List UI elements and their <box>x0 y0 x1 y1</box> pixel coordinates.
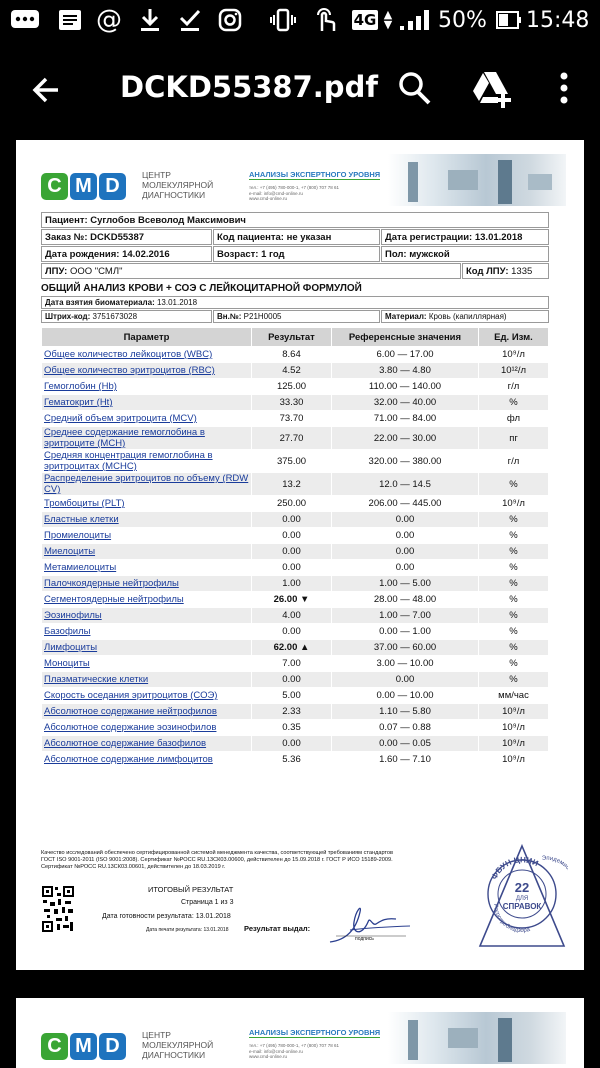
reference-range: 0.00 — 1.00 <box>332 624 479 640</box>
back-button[interactable] <box>28 70 68 110</box>
result-value: 4.52 <box>252 363 332 379</box>
stamp-number: 22 <box>514 880 530 895</box>
patient-name-row: Пациент: Суглобов Всеволод Максимович <box>41 212 549 228</box>
final-result-title: ИТОГОВЫЙ РЕЗУЛЬТАТ <box>148 885 234 894</box>
unit: % <box>479 624 549 640</box>
unit: % <box>479 395 549 411</box>
unit: % <box>479 656 549 672</box>
reference-range: 3.00 — 10.00 <box>332 656 479 672</box>
signature <box>326 900 416 950</box>
reference-range: 28.00 — 48.00 <box>332 592 479 608</box>
result-value: 27.70 <box>252 427 332 450</box>
message-icon <box>56 7 84 33</box>
internal-number: Вн.№: P21H0005 <box>213 310 380 323</box>
chat-icon <box>8 7 42 33</box>
unit: 10¹²/л <box>479 363 549 379</box>
result-value: 0.00 <box>252 560 332 576</box>
parameter-link[interactable]: Гемоглобин (Hb) <box>42 379 252 395</box>
result-value: 0.00 <box>252 512 332 528</box>
touch-icon <box>310 7 340 33</box>
search-icon <box>394 68 436 110</box>
unit: пг <box>479 427 549 450</box>
pdf-page-2 <box>16 998 584 1068</box>
more-vert-icon <box>552 68 576 110</box>
download-done-icon <box>176 7 204 33</box>
logo-caption-2: ЦЕНТР МОЛЕКУЛЯРНОЙ ДИАГНОСТИКИ <box>142 1030 214 1060</box>
table-row <box>42 544 549 560</box>
unit: % <box>479 592 549 608</box>
stamp-right-text: Эпидеми <box>541 855 568 869</box>
table-row <box>42 395 549 411</box>
table-row <box>42 576 549 592</box>
table-row <box>42 473 549 496</box>
result-value: 5.36 <box>252 752 332 768</box>
unit: % <box>479 560 549 576</box>
table-row <box>42 720 549 736</box>
table-row <box>42 379 549 395</box>
parameter-link[interactable]: Плазматические клетки <box>42 672 252 688</box>
table-row <box>42 608 549 624</box>
reference-range: 1.60 — 7.10 <box>332 752 479 768</box>
col-reference: Референсные значения <box>332 328 479 347</box>
reference-range: 0.07 — 0.88 <box>332 720 479 736</box>
network-badge: 4G <box>353 11 377 29</box>
signal-icon <box>396 7 434 33</box>
table-row <box>42 640 549 656</box>
unit: % <box>479 608 549 624</box>
reference-range: 0.00 — 0.05 <box>332 736 479 752</box>
table-row <box>42 363 549 379</box>
patient-code: Код пациента: не указан <box>213 229 380 245</box>
unit: % <box>479 672 549 688</box>
signature-caption: подпись <box>355 936 374 942</box>
parameter-link[interactable]: Палочкоядерные нейтрофилы <box>42 576 252 592</box>
stamp-top-text: ФБУН ЦНИИ <box>489 855 540 881</box>
unit: г/л <box>479 450 549 473</box>
table-row <box>42 752 549 768</box>
qr-code <box>41 885 75 933</box>
reference-range: 12.0 — 14.5 <box>332 473 479 496</box>
parameter-link[interactable]: Средняя концентрация гемоглобина в эритроцитах (MCHC) <box>42 450 252 473</box>
search-button[interactable] <box>394 68 436 110</box>
result-value: 5.00 <box>252 688 332 704</box>
battery-percent: 50% <box>438 8 487 33</box>
registration-date: Дата регистрации: 13.01.2018 <box>381 229 549 245</box>
parameter-link[interactable]: Среднее содержание гемоглобина в эритроците (MCH) <box>42 427 252 450</box>
result-value: 73.70 <box>252 411 332 427</box>
parameter-link[interactable]: Тромбоциты (PLT) <box>42 496 252 512</box>
reference-range: 0.00 <box>332 512 479 528</box>
unit: % <box>479 473 549 496</box>
parameter-link[interactable]: Промиелоциты <box>42 528 252 544</box>
reference-range: 32.00 — 40.00 <box>332 395 479 411</box>
parameter-link[interactable]: Абсолютное содержание лимфоцитов <box>42 752 252 768</box>
reference-range: 0.00 — 10.00 <box>332 688 479 704</box>
parameter-link[interactable]: Общее количество лейкоцитов (WBC) <box>42 347 252 363</box>
download-icon <box>136 7 164 33</box>
lpu: ЛПУ: ООО "СМЛ" <box>41 263 461 279</box>
reference-range: 6.00 — 17.00 <box>332 347 479 363</box>
contacts: тел.: +7 (495) 780-000-1, +7 (800) 707 78 61 e-mail: info@cmd-online.ru www.cmd-online.ru <box>249 185 340 201</box>
parameter-link[interactable]: Лимфоциты <box>42 640 252 656</box>
result-value: 1.00 <box>252 576 332 592</box>
unit: % <box>479 512 549 528</box>
vibrate-icon <box>268 7 298 33</box>
table-row <box>42 624 549 640</box>
col-result: Результат <box>252 328 332 347</box>
barcode: Штрих-код: 3751673028 <box>41 310 212 323</box>
contacts-2: тел.: +7 (495) 780-000-1, +7 (800) 707 78 61 e-mail: info@cmd-online.ru www.cmd-online.ru <box>249 1043 340 1059</box>
table-row <box>42 672 549 688</box>
unit: % <box>479 544 549 560</box>
unit: мм/час <box>479 688 549 704</box>
result-value: 0.00 <box>252 528 332 544</box>
table-row <box>42 560 549 576</box>
result-value: 2.33 <box>252 704 332 720</box>
cmd-logo-2: C M D <box>41 1033 128 1060</box>
unit: г/л <box>479 379 549 395</box>
unit: % <box>479 576 549 592</box>
unit: 10⁹/л <box>479 720 549 736</box>
result-value: 4.00 <box>252 608 332 624</box>
order-number: Заказ №: DCKD55387 <box>41 229 212 245</box>
parameter-link[interactable]: Абсолютное содержание базофилов <box>42 736 252 752</box>
stamp <box>476 842 568 952</box>
result-value: 375.00 <box>252 450 332 473</box>
reference-range: 3.80 — 4.80 <box>332 363 479 379</box>
parameter-link[interactable]: Сегментоядерные нейтрофилы <box>42 592 252 608</box>
parameter-link[interactable]: Метамиелоциты <box>42 560 252 576</box>
table-row <box>42 450 549 473</box>
table-row <box>42 347 549 363</box>
at-icon: @ <box>96 5 122 35</box>
parameter-link[interactable]: Абсолютное содержание нейтрофилов <box>42 704 252 720</box>
result-value: 13.2 <box>252 473 332 496</box>
quality-note: Качество исследований обеспечено сертифицированной системой менеджмента качества, соответствующей требованиям стандартов ГОСТ ISO 9001-2011 (ISO 9001:2008). Сертификат №РОСС RU.13СК03.00600, действителен до 15.09.2018 г. ГОСТ Р ИСО 15189-2009. Сертификат №РОСС RU.13СК03.00601, действителен до 18.03.2019 г. <box>41 850 394 870</box>
table-row <box>42 736 549 752</box>
issued-by-label: Результат выдал: <box>244 924 311 933</box>
parameter-link[interactable]: Моноциты <box>42 656 252 672</box>
analysis-title: ОБЩИЙ АНАЛИЗ КРОВИ + СОЭ С ЛЕЙКОЦИТАРНОЙ ФОРМУЛОЙ <box>41 283 362 294</box>
result-value: 33.30 <box>252 395 332 411</box>
result-value: 250.00 <box>252 496 332 512</box>
document-title: DCKD55387.pdf <box>120 70 378 104</box>
stamp-certs-text: СПРАВОК <box>502 902 542 911</box>
stamp-for-text: ДЛЯ <box>515 896 529 902</box>
unit: % <box>479 640 549 656</box>
parameter-link[interactable]: Базофилы <box>42 624 252 640</box>
print-date: Дата печати результата: 13.01.2018 <box>146 927 229 933</box>
arrow-left-icon <box>28 70 68 110</box>
result-value: 0.00 <box>252 544 332 560</box>
age: Возраст: 1 год <box>213 246 380 262</box>
material: Материал: Кровь (капиллярная) <box>381 310 549 323</box>
parameter-link[interactable]: Миелоциты <box>42 544 252 560</box>
parameter-link[interactable]: Средний объем эритроцита (MCV) <box>42 411 252 427</box>
parameter-link[interactable]: Абсолютное содержание эозинофилов <box>42 720 252 736</box>
lab-photo <box>388 154 566 206</box>
result-value: 0.00 <box>252 624 332 640</box>
table-row <box>42 528 549 544</box>
table-row <box>42 592 549 608</box>
results-table <box>41 327 549 768</box>
unit: 10⁹/л <box>479 752 549 768</box>
pdf-page <box>16 140 584 970</box>
parameter-link[interactable]: Эозинофилы <box>42 608 252 624</box>
unit: % <box>479 528 549 544</box>
reference-range: 71.00 — 84.00 <box>332 411 479 427</box>
result-value: 0.00 <box>252 672 332 688</box>
parameter-link[interactable]: Скорость оседания эритроцитов (СОЭ) <box>42 688 252 704</box>
reference-range: 1.00 — 7.00 <box>332 608 479 624</box>
stamp-bottom-text: Роспотребнадзора <box>491 903 531 935</box>
page-info: Страница 1 из 3 <box>181 899 234 906</box>
reference-range: 0.00 <box>332 560 479 576</box>
battery-icon <box>496 7 522 33</box>
reference-range: 1.00 — 5.00 <box>332 576 479 592</box>
unit: 10⁹/л <box>479 496 549 512</box>
col-param: Параметр <box>42 328 252 347</box>
status-bar <box>0 0 600 42</box>
parameter-link[interactable]: Гематокрит (Ht) <box>42 395 252 411</box>
reference-range: 1.10 — 5.80 <box>332 704 479 720</box>
table-row <box>42 688 549 704</box>
logo-caption: ЦЕНТР МОЛЕКУЛЯРНОЙ ДИАГНОСТИКИ <box>142 170 214 200</box>
table-row <box>42 496 549 512</box>
app-bar <box>0 42 600 140</box>
sex: Пол: мужской <box>381 246 549 262</box>
ready-date: Дата готовности результата: 13.01.2018 <box>102 913 231 920</box>
drive-add-icon <box>470 68 516 110</box>
col-unit: Ед. Изм. <box>479 328 549 347</box>
result-value: 125.00 <box>252 379 332 395</box>
reference-range: 37.00 — 60.00 <box>332 640 479 656</box>
parameter-link[interactable]: Бластные клетки <box>42 512 252 528</box>
table-header <box>42 328 549 347</box>
table-row <box>42 427 549 450</box>
result-value: 26.00 ▼ <box>252 592 332 608</box>
lab-photo-2 <box>388 1012 566 1064</box>
reference-range: 0.00 <box>332 544 479 560</box>
reference-range: 22.00 — 30.00 <box>332 427 479 450</box>
sample-date: Дата взятия биоматериала: 13.01.2018 <box>41 296 549 309</box>
table-row <box>42 512 549 528</box>
lpu-code: Код ЛПУ: 1335 <box>462 263 549 279</box>
more-options-button[interactable] <box>552 68 576 110</box>
parameter-link[interactable]: Общее количество эритроцитов (RBC) <box>42 363 252 379</box>
table-row <box>42 656 549 672</box>
reference-range: 320.00 — 380.00 <box>332 450 479 473</box>
reference-range: 0.00 <box>332 528 479 544</box>
result-value: 8.64 <box>252 347 332 363</box>
tagline: АНАЛИЗЫ ЭКСПЕРТНОГО УРОВНЯ <box>249 170 381 179</box>
add-to-drive-button[interactable] <box>470 68 516 110</box>
reference-range: 110.00 — 140.00 <box>332 379 479 395</box>
result-value: 0.35 <box>252 720 332 736</box>
unit: 10⁹/л <box>479 347 549 363</box>
unit: 10⁹/л <box>479 704 549 720</box>
result-value: 0.00 <box>252 736 332 752</box>
clock: 15:48 <box>526 8 590 33</box>
unit: 10⁹/л <box>479 736 549 752</box>
reference-range: 0.00 <box>332 672 479 688</box>
unit: фл <box>479 411 549 427</box>
table-row <box>42 704 549 720</box>
reference-range: 206.00 — 445.00 <box>332 496 479 512</box>
tagline-2: АНАЛИЗЫ ЭКСПЕРТНОГО УРОВНЯ <box>249 1028 381 1037</box>
instagram-icon <box>216 7 244 33</box>
cmd-logo: C M D <box>41 173 128 200</box>
table-row <box>42 411 549 427</box>
birth-date: Дата рождения: 14.02.2016 <box>41 246 212 262</box>
data-arrows-icon: ▲ ▼ <box>383 8 393 31</box>
result-value: 7.00 <box>252 656 332 672</box>
result-value: 62.00 ▲ <box>252 640 332 656</box>
parameter-link[interactable]: Распределение эритроцитов по объему (RDW CV) <box>42 473 252 496</box>
